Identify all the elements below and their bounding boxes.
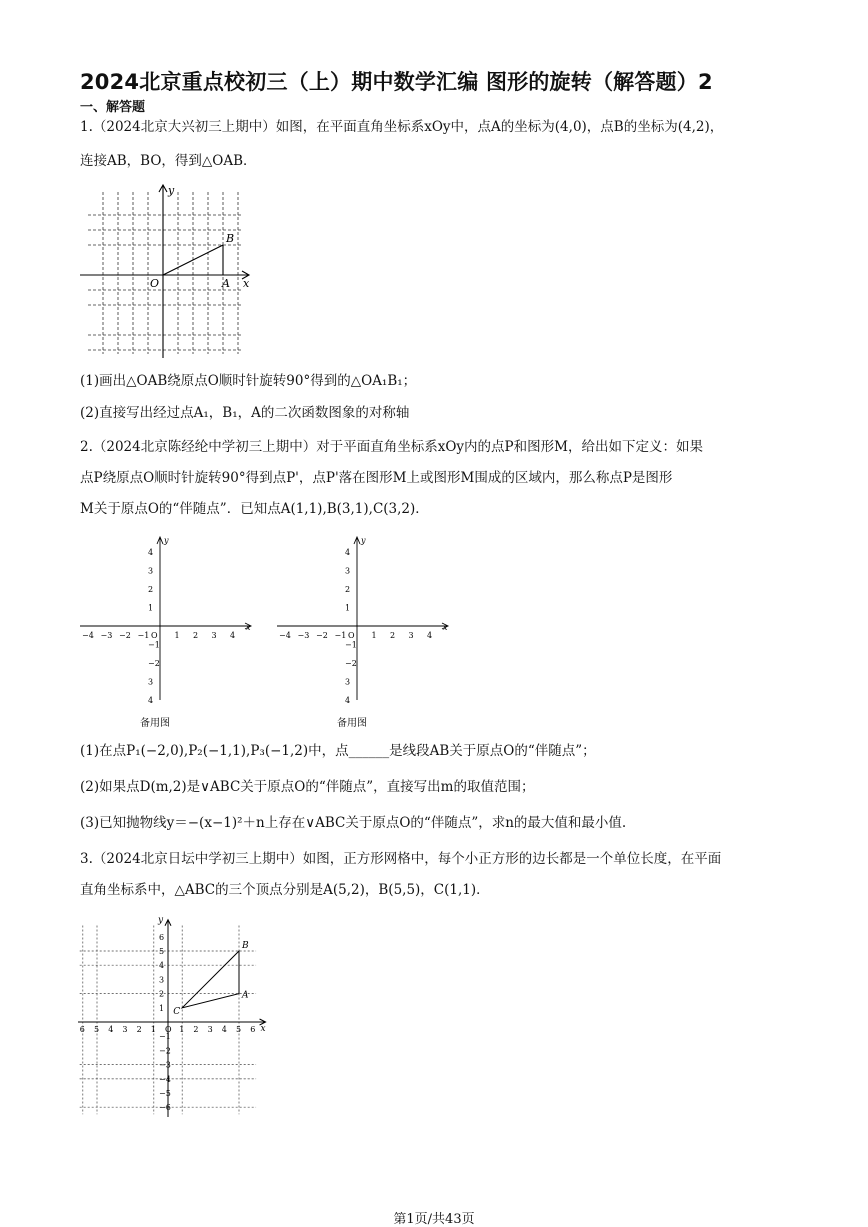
y-axis-label: y xyxy=(361,536,366,545)
y-tick-label: 1 xyxy=(148,603,154,613)
q1-part1: (1)画出△OAB绕原点O顺时针旋转90°得到的△OA₁B₁； xyxy=(80,373,417,389)
y-tick-label: 4 xyxy=(148,696,154,705)
y-tick-label: 3 xyxy=(345,677,351,687)
y-tick-label: −5 xyxy=(159,1089,171,1098)
q3-grid-svg xyxy=(78,912,278,1117)
q2-stem-line2: 点P绕原点O顺时针旋转90°得到点P'，点P'落在图形M上或图形M围成的区域内，那么称点P是图形 xyxy=(80,470,673,486)
page-title: 2024北京重点校初三（上）期中数学汇编 图形的旋转（解答题）2 xyxy=(80,70,713,94)
y-tick-label: 3 xyxy=(148,566,154,576)
q1-coordinate-figure xyxy=(78,182,258,362)
x-tick-label: 3 xyxy=(207,1025,213,1034)
x-axis-label: x xyxy=(443,623,448,632)
point-c-label: C xyxy=(173,1006,181,1017)
x-tick-label: −2 xyxy=(119,631,131,640)
q2-part2: (2)如果点D(m,2)是∨ABC关于原点O的“伴随点”，直接写出m的取值范围； xyxy=(80,779,535,795)
y-tick-label: 2 xyxy=(148,585,154,594)
page-footer: 第1页/共43页 xyxy=(393,1212,475,1227)
q2-axes-figure-left xyxy=(78,534,258,734)
y-tick-label: −2 xyxy=(345,659,357,668)
x-tick-label: 4 xyxy=(230,631,236,640)
y-tick-label: 3 xyxy=(345,566,351,576)
y-tick-label: −6 xyxy=(159,1103,171,1113)
figure-caption: 备用图 xyxy=(140,718,170,729)
x-tick-label: 2 xyxy=(390,631,396,640)
x-tick-label: O xyxy=(165,1025,172,1034)
q3-stem-line2: 直角坐标系中，△ABC的三个顶点分别是A(5,2)，B(5,5)，C(1,1)． xyxy=(80,882,490,898)
x-tick-label: 1 xyxy=(150,1025,156,1034)
y-tick-label: 4 xyxy=(159,961,165,971)
q1-origin-label: O xyxy=(150,277,160,290)
y-tick-label: 6 xyxy=(159,932,165,942)
y-tick-label: 4 xyxy=(345,548,351,557)
y-tick-label: −1 xyxy=(159,1032,171,1042)
q1-y-axis-label: y xyxy=(168,184,175,197)
y-tick-label: 1 xyxy=(345,603,351,613)
q1-stem-line2: 连接AB，BO，得到△OAB． xyxy=(80,153,257,169)
x-tick-label: 3 xyxy=(211,631,217,640)
x-tick-label: −3 xyxy=(297,631,310,640)
x-tick-label: −4 xyxy=(279,631,291,640)
q1-point-b-label: B xyxy=(226,232,235,245)
x-tick-label: 2 xyxy=(193,631,199,640)
y-tick-label: −4 xyxy=(159,1074,171,1084)
y-tick-label: 2 xyxy=(159,989,165,999)
x-tick-label: −1 xyxy=(334,631,347,640)
q2-axes-figure-right xyxy=(275,534,455,734)
x-tick-label: −4 xyxy=(82,631,94,640)
x-tick-label: −1 xyxy=(137,631,150,640)
y-tick-label: −1 xyxy=(148,640,160,650)
x-tick-label: 1 xyxy=(371,631,377,640)
x-tick-label: 5 xyxy=(94,1025,100,1034)
q2-part3: (3)已知抛物线y＝−(x−1)²＋n上存在∨ABC关于原点O的“伴随点”，求n的最大值和最小值. xyxy=(80,815,627,831)
x-tick-label: 4 xyxy=(221,1025,227,1034)
y-tick-label: −2 xyxy=(148,659,160,668)
q1-point-a-label: A xyxy=(222,277,230,290)
x-tick-label: −2 xyxy=(316,631,328,640)
q1-stem-line1: 1.（2024北京大兴初三上期中）如图，在平面直角坐标系xOy中，点A的坐标为(4,0)，点B的坐标为(4,2)， xyxy=(80,119,724,135)
y-tick-label: 4 xyxy=(345,696,351,705)
x-tick-label: 2 xyxy=(193,1025,199,1034)
x-tick-label: 3 xyxy=(122,1025,128,1034)
y-tick-label: 3 xyxy=(148,677,154,687)
y-tick-label: 3 xyxy=(159,975,165,985)
q2-stem-line1: 2.（2024北京陈经纶中学初三上期中）对于平面直角坐标系xOy内的点P和图形M，给出如下定义：如果 xyxy=(80,439,703,455)
y-tick-label: −3 xyxy=(159,1060,171,1070)
y-axis-label: y xyxy=(158,915,164,926)
x-tick-label: 6 xyxy=(79,1025,85,1034)
y-tick-label: 1 xyxy=(159,1003,165,1013)
q1-part2: (2)直接写出经过点A₁，B₁，A的二次函数图象的对称轴 xyxy=(80,405,410,421)
x-tick-label: 1 xyxy=(174,631,180,640)
x-tick-label: 2 xyxy=(136,1025,142,1034)
section-heading: 一、解答题 xyxy=(80,100,146,115)
x-tick-label: O xyxy=(151,631,158,640)
q2-axes-svg xyxy=(78,534,258,730)
y-tick-label: 2 xyxy=(345,585,351,594)
y-tick-label: 5 xyxy=(159,947,165,956)
q3-grid-figure xyxy=(78,912,278,1121)
y-tick-label: −1 xyxy=(345,640,357,650)
point-b-label: B xyxy=(242,941,249,951)
q2-axes-svg xyxy=(275,534,455,730)
q1-x-axis-label: x xyxy=(243,277,250,290)
point-a-label: A xyxy=(242,990,249,1001)
x-tick-label: O xyxy=(348,631,355,640)
y-tick-label: −2 xyxy=(159,1046,171,1056)
x-tick-label: 4 xyxy=(427,631,433,640)
x-tick-label: 4 xyxy=(108,1025,114,1034)
y-axis-label: y xyxy=(164,536,169,545)
x-tick-label: 3 xyxy=(408,631,414,640)
x-axis-label: x xyxy=(246,623,251,632)
figure-caption: 备用图 xyxy=(337,718,367,729)
x-tick-label: 1 xyxy=(179,1025,185,1034)
x-tick-label: 5 xyxy=(236,1025,242,1034)
x-axis-label: x xyxy=(260,1024,266,1034)
q3-stem-line1: 3.（2024北京日坛中学初三上期中）如图，正方形网格中，每个小正方形的边长都是一个单位长度，在平面 xyxy=(80,851,722,867)
q2-stem-line3: M关于原点O的“伴随点”．已知点A(1,1),B(3,1),C(3,2)． xyxy=(80,501,429,517)
q2-part1: (1)在点P₁(−2,0),P₂(−1,1),P₃(−1,2)中，点______是线段AB关于原点O的“伴随点”； xyxy=(80,743,596,759)
x-tick-label: 6 xyxy=(250,1025,256,1034)
x-tick-label: −3 xyxy=(100,631,113,640)
y-tick-label: 4 xyxy=(148,548,154,557)
